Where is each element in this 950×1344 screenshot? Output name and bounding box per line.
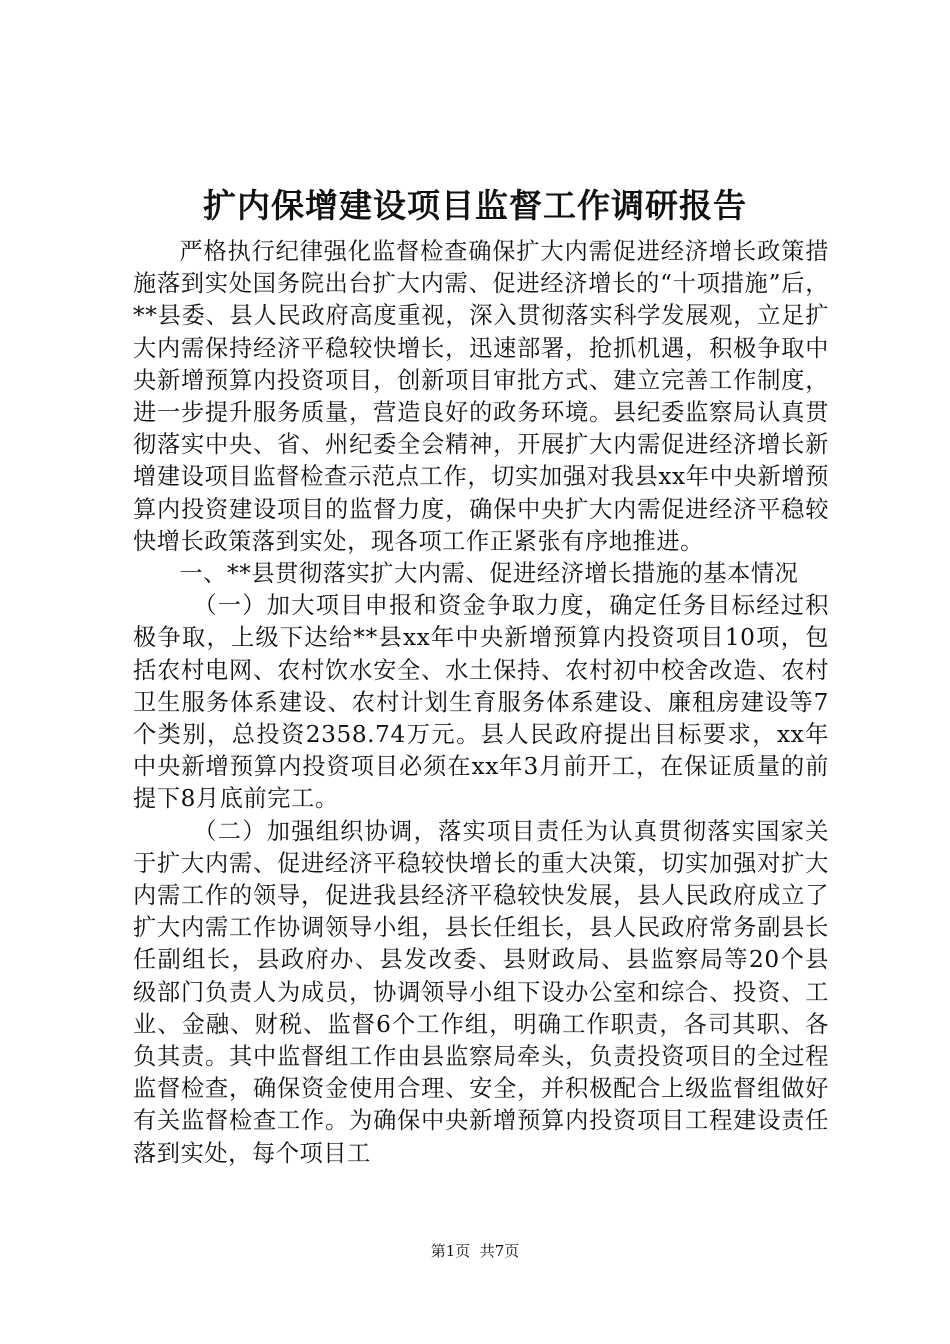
paragraph-subsection-1: （一）加大项目申报和资金争取力度，确定任务目标经过积极争取，上级下达给**县xx年中央新增预算内投资项目10项，包括农村电网、农村饮水安全、水土保持、农村初中校舍改造、农村卫生服务体系建设、农村计划生育服务体系建设、廉租房建设等7个类别，总投资2358.74万元。县人民政府提出目标要求，xx年中央新增预算内投资项目必须在xx年3月前开工，在保证质量的前提下8月底前完工。: [133, 592, 829, 813]
document-title: 扩内保增建设项目监督工作调研报告: [203, 186, 747, 225]
page-footer: 第1页 共7页: [430, 1242, 520, 1260]
paragraph-section-heading: 一、**县贯彻落实扩大内需、促进经济增长措施的基本情况: [179, 560, 799, 588]
paragraph-intro: 严格执行纪律强化监督检查确保扩大内需促进经济增长政策措施落到实处国务院出台扩大内需、促进经济增长的“十项措施”后，**县委、县人民政府高度重视，深入贯彻落实科学发展观，立足扩大内需保持经济平稳较快增长，迅速部署，抢抓机遇，积极争取中央新增预算内投资项目，创新项目审批方式、建立完善工作制度，进一步提升服务质量，营造良好的政务环境。县纪委监察局认真贯彻落实中央、省、州纪委全会精神，开展扩大内需促进经济增长新增建设项目监督检查示范点工作，切实加强对我县xx年中央新增预算内投资建设项目的监督力度，确保中央扩大内需促进经济平稳较快增长政策落到实处，现各项工作正紧张有序地推进。: [133, 238, 829, 555]
paragraph-subsection-2: （二）加强组织协调，落实项目责任为认真贯彻落实国家关于扩大内需、促进经济平稳较快增长的重大决策，切实加强对扩大内需工作的领导，促进我县经济平稳较快发展，县人民政府成立了扩大内需工作协调领导小组，县长任组长，县人民政府常务副县长任副组长，县政府办、县发改委、县财政局、县监察局等20个县级部门负责人为成员，协调领导小组下设办公室和综合、投资、工业、金融、财税、监督6个工作组，明确工作职责，各司其职、各负其责。其中监督组工作由县监察局牵头，负责投资项目的全过程监督检查，确保资金使用合理、安全，并积极配合上级监督组做好有关监督检查工作。为确保中央新增预算内投资项目工程建设责任落到实处，每个项目工: [133, 817, 829, 1167]
document-body: [133, 236, 829, 1170]
